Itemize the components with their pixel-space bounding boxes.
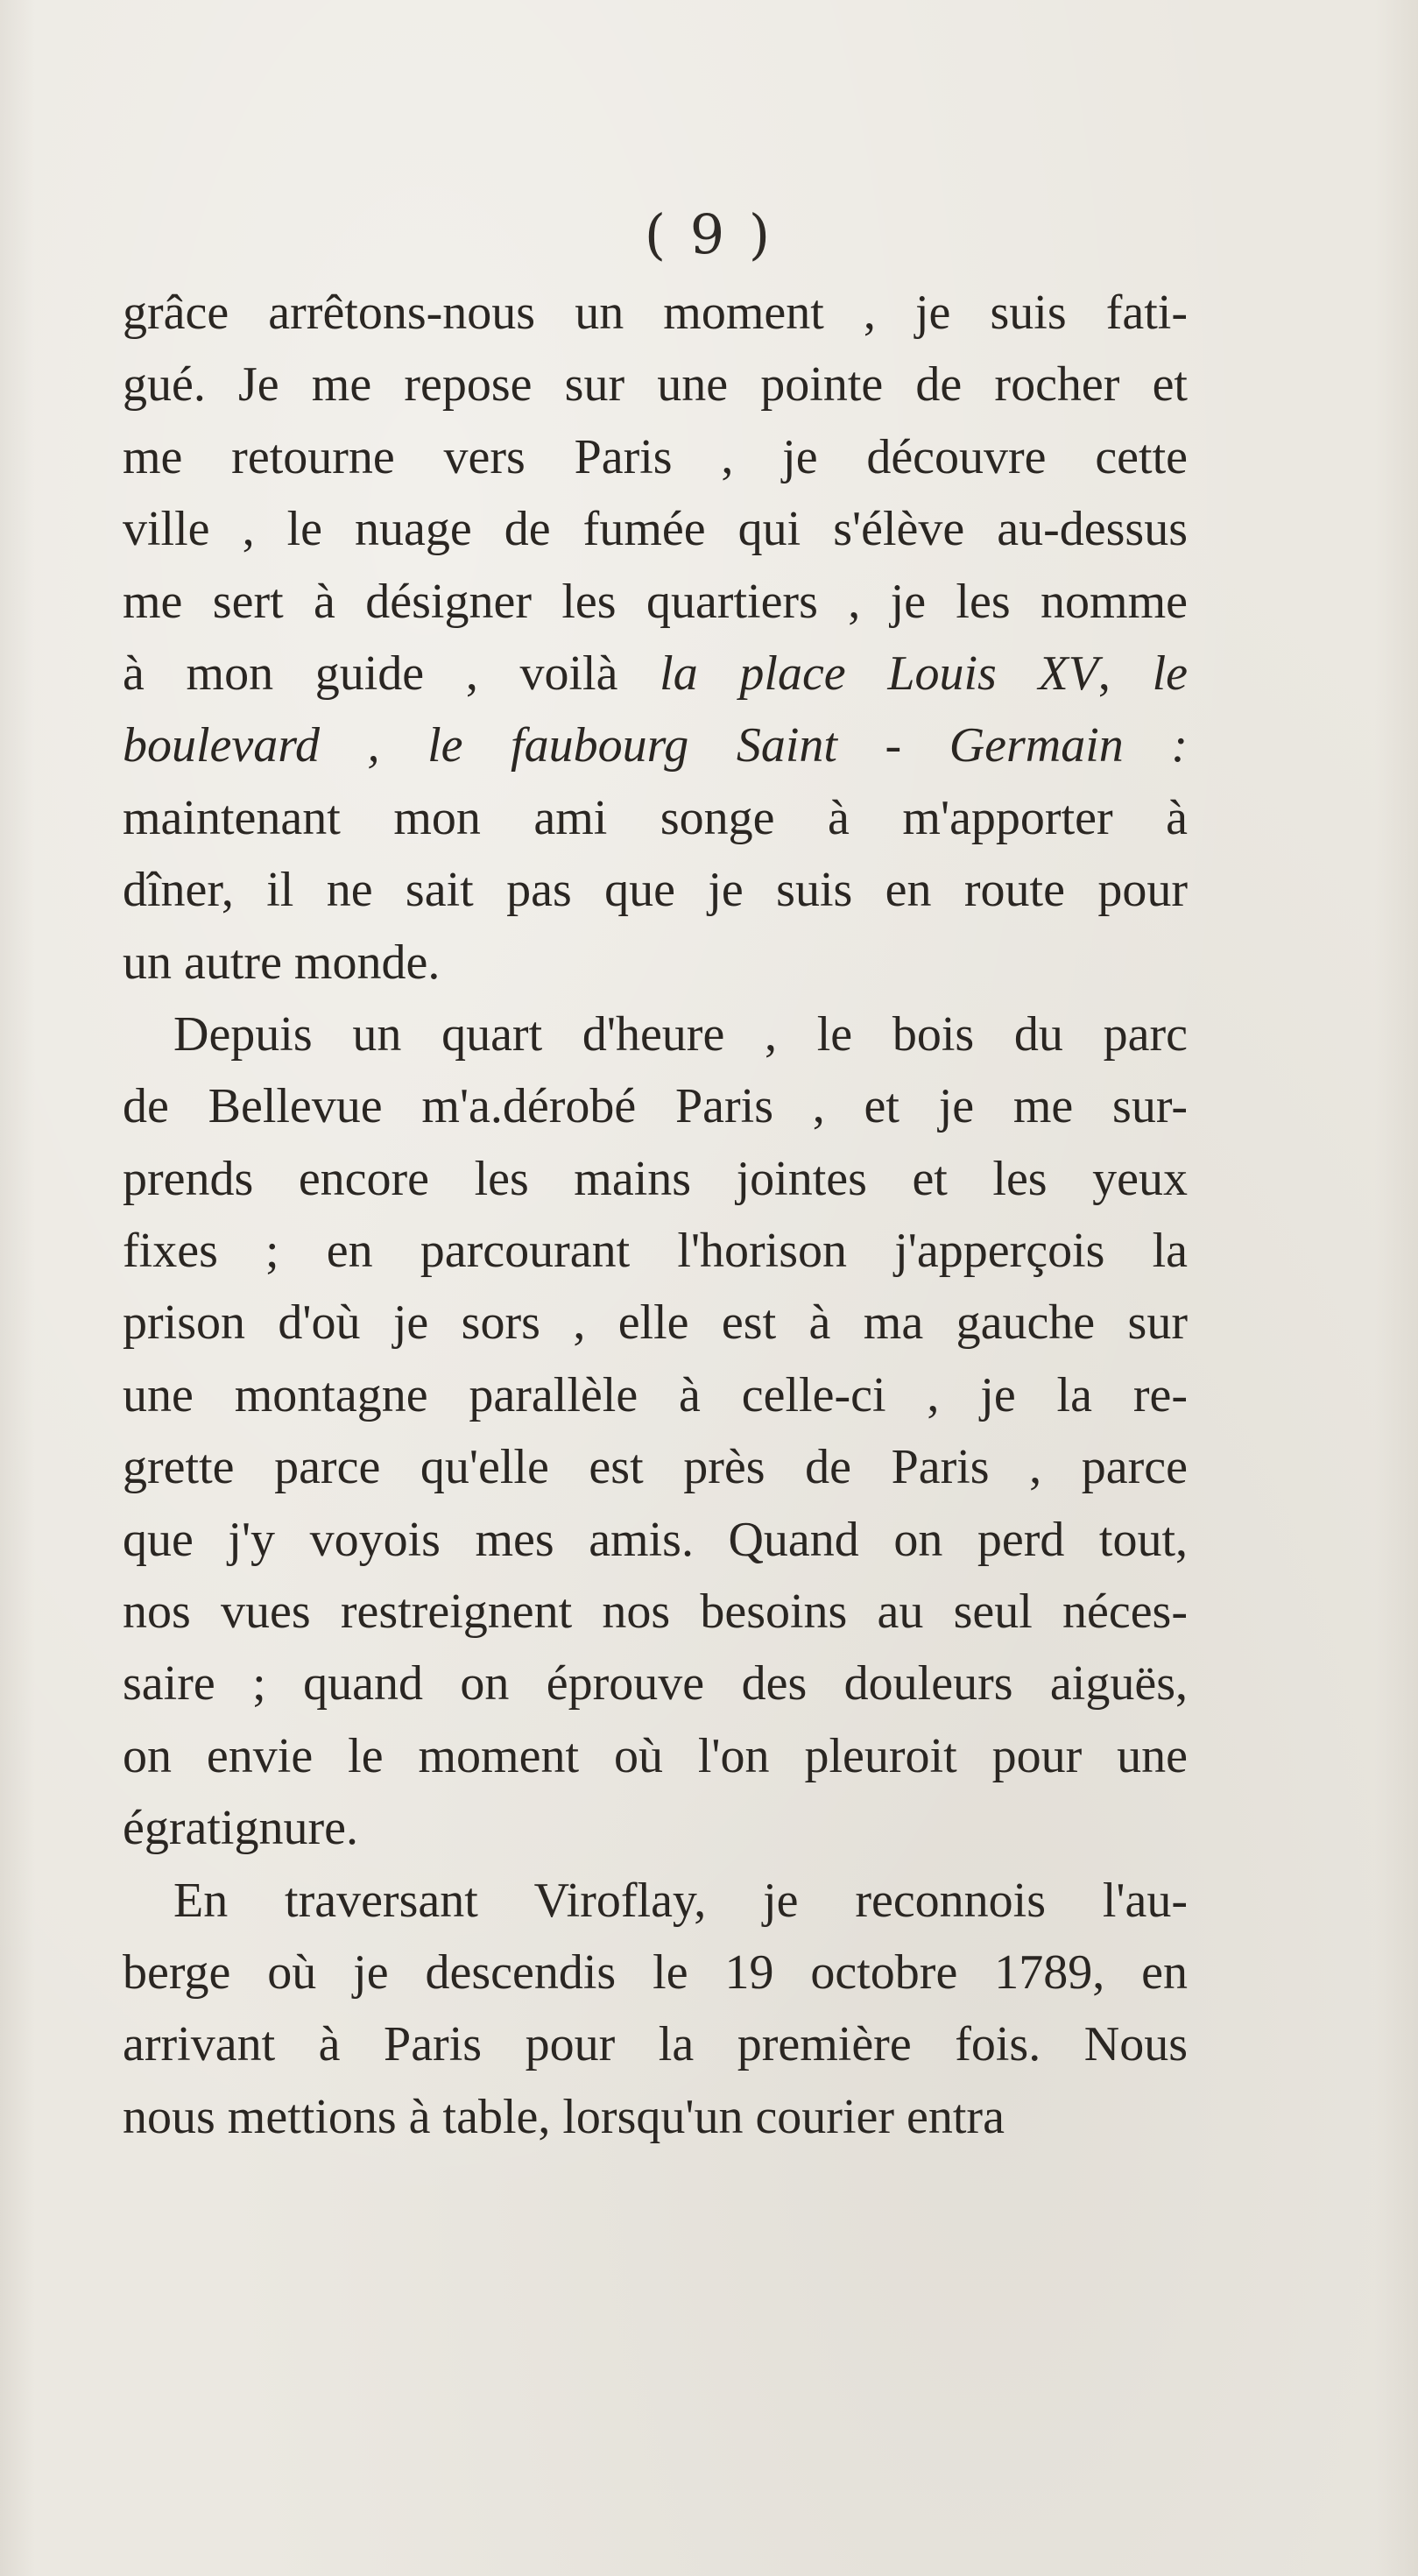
- text-segment: dîner, il ne sait pas que je suis en route pour: [123, 863, 1188, 918]
- text-line: [123, 1792, 1188, 1864]
- text-line: [123, 1215, 1188, 1287]
- text-segment: prends encore les mains jointes et les yeux: [123, 1151, 1188, 1206]
- text-segment: une montagne parallèle à celle-ci , je la re-: [123, 1367, 1188, 1422]
- text-line: [123, 493, 1188, 565]
- text-segment: me retourne vers Paris , je découvre cette: [123, 429, 1188, 484]
- page-number: ( 9 ): [644, 202, 774, 266]
- text-line: [123, 999, 1188, 1070]
- text-line: [123, 277, 1188, 349]
- italic-text: boulevard , le faubourg Saint - Germain :: [123, 718, 1188, 773]
- text-line: [123, 1143, 1188, 1215]
- text-line: [123, 638, 1188, 709]
- text-line: [123, 1287, 1188, 1359]
- text-line: [123, 421, 1188, 493]
- italic-text: la place Louis XV: [660, 646, 1098, 701]
- text-line: [123, 349, 1188, 420]
- text-segment: que j'y voyois mes amis. Quand on perd tout,: [123, 1512, 1188, 1567]
- text-segment: arrivant à Paris pour la première fois. Nous: [123, 2017, 1188, 2072]
- text-segment: égratignure.: [123, 1801, 358, 1856]
- text-line: [123, 1070, 1188, 1142]
- text-line: [123, 709, 1188, 781]
- text-segment: maintenant mon ami songe à m'apporter à: [123, 790, 1188, 845]
- text-block: [123, 277, 1188, 2153]
- text-segment: saire ; quand on éprouve des douleurs aiguës,: [123, 1656, 1188, 1711]
- text-segment: ville , le nuage de fumée qui s'élève au-dessus: [123, 502, 1188, 557]
- text-segment: prison d'où je sors , elle est à ma gauche sur: [123, 1295, 1188, 1351]
- text-segment: En traversant Viroflay, je reconnois l'au-: [173, 1873, 1188, 1928]
- text-segment: grâce arrêtons-nous un moment , je suis fati-: [123, 286, 1188, 340]
- text-segment: à mon guide , voilà: [123, 646, 660, 701]
- text-segment: me sert à désigner les quartiers , je les nomme: [123, 574, 1188, 629]
- text-line: [123, 1504, 1188, 1576]
- text-segment: ,: [1097, 646, 1153, 701]
- text-line: [123, 1431, 1188, 1503]
- text-line: [123, 854, 1188, 926]
- text-segment: nous mettions à table, lorsqu'un courier entra: [123, 2089, 1005, 2144]
- text-line: [123, 2008, 1188, 2080]
- text-segment: berge où je descendis le 19 octobre 1789, en: [123, 1944, 1188, 2000]
- text-line: [123, 1865, 1188, 1937]
- text-segment: on envie le moment où l'on pleuroit pour une: [123, 1728, 1188, 1783]
- text-line: [123, 1648, 1188, 1719]
- text-segment: gué. Je me repose sur une pointe de rocher et: [123, 357, 1188, 413]
- text-segment: un autre monde.: [123, 935, 441, 990]
- text-line: [123, 566, 1188, 638]
- text-segment: grette parce qu'elle est près de Paris , parce: [123, 1440, 1188, 1495]
- text-segment: fixes ; en parcourant l'horison j'apperçois la: [123, 1224, 1188, 1279]
- italic-text: le: [1152, 646, 1188, 701]
- text-line: [123, 2081, 1188, 2153]
- text-line: [123, 927, 1188, 999]
- text-line: [123, 1937, 1188, 2008]
- text-line: [123, 1576, 1188, 1648]
- text-line: [123, 782, 1188, 854]
- text-segment: nos vues restreignent nos besoins au seul néces-: [123, 1584, 1188, 1640]
- text-line: [123, 1359, 1188, 1431]
- text-line: [123, 1720, 1188, 1792]
- text-segment: Depuis un quart d'heure , le bois du parc: [173, 1006, 1188, 1062]
- text-segment: de Bellevue m'a.dérobé Paris , et je me sur-: [123, 1079, 1188, 1134]
